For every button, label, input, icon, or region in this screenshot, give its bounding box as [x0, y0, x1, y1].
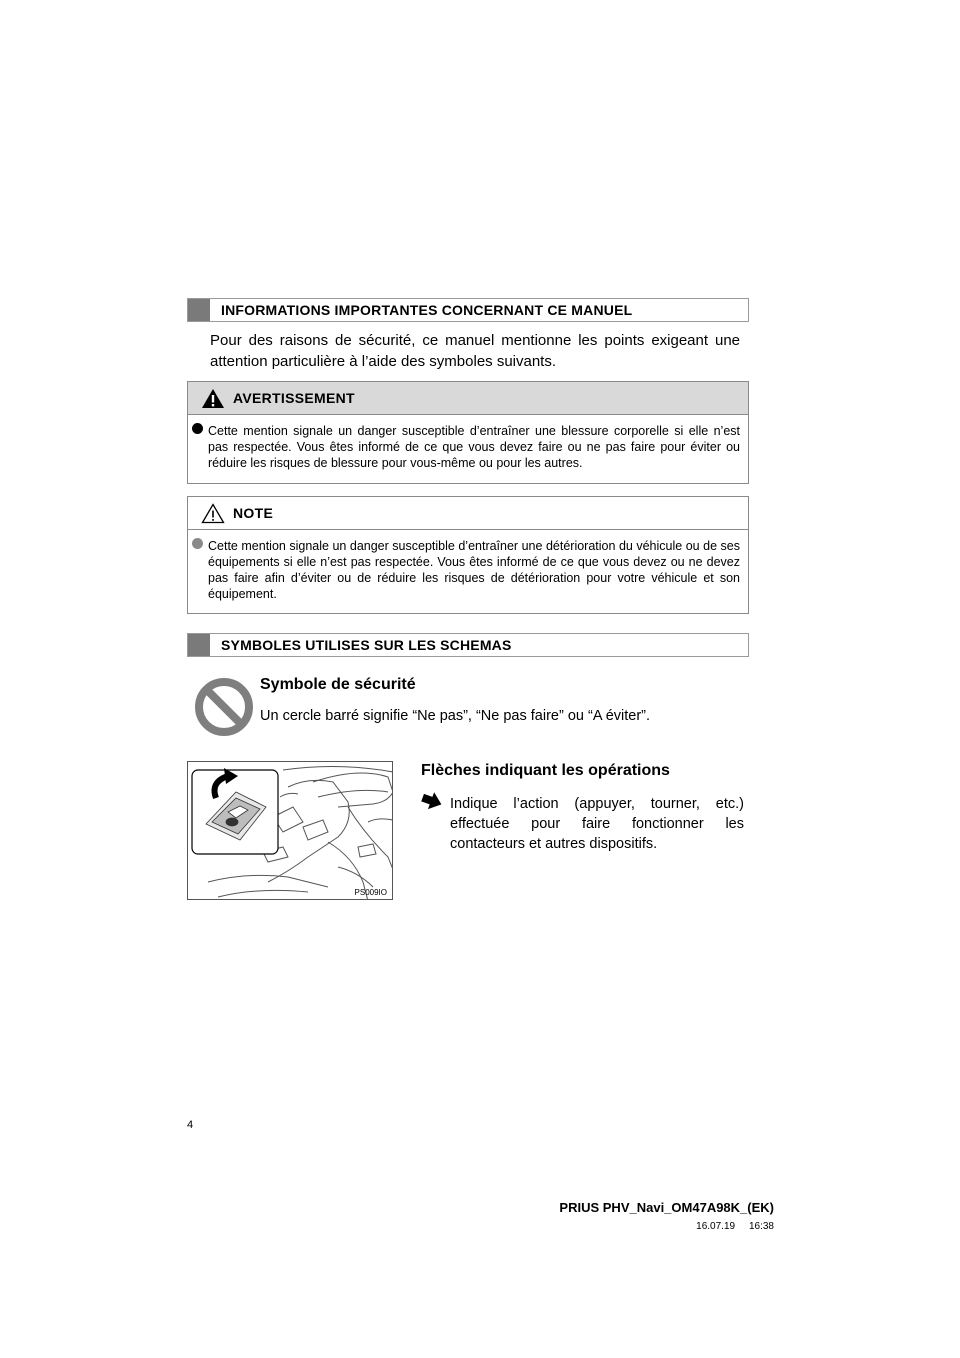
console-illustration	[187, 761, 393, 900]
section-header-important-info	[187, 298, 749, 322]
note-text: Cette mention signale un danger susceptible d’entraîner une détérioration du véhicule ou de ses équipements si elle n’est pas respectée. Vous êtes informé de ce que vous devez ou ne devez pas faire afin d’éviter ou de réduire les risques de détérioration pour votre véhicule et son équipement.	[208, 539, 740, 601]
operation-arrow-icon	[421, 790, 443, 812]
warning-body	[188, 415, 748, 483]
section-marker	[188, 299, 210, 321]
safety-symbol-description: Un cercle barré signifie “Ne pas”, “Ne pas faire” ou “A éviter”.	[260, 708, 651, 724]
section-title: SYMBOLES UTILISES SUR LES SCHEMAS	[221, 637, 512, 653]
bullet-icon	[192, 423, 203, 434]
section-marker	[188, 634, 210, 656]
warning-box	[187, 381, 749, 484]
figure-code: PS009IO	[354, 888, 387, 897]
section-header-symbols	[187, 633, 749, 657]
prohibition-icon	[194, 677, 254, 737]
warning-header	[188, 382, 748, 415]
warning-text: Cette mention signale un danger susceptible d’entraîner une blessure corporelle si elle n’est pas respectée. Vous êtes informé de ce que vous devez faire ou ne pas faire pour éviter ou réduire les risques de blessure pour vous-même ou pour les autres.	[208, 424, 740, 470]
warning-triangle-icon	[201, 388, 225, 409]
note-label: NOTE	[233, 505, 274, 521]
document-id: PRIUS PHV_Navi_OM47A98K_(EK)	[559, 1200, 774, 1215]
document-date: 16.07.19 16:38	[696, 1221, 774, 1232]
safety-symbol-title: Symbole de sécurité	[260, 676, 416, 693]
intro-paragraph: Pour des raisons de sécurité, ce manuel mentionne les points exigeant une attention particulière à l’aide des symboles suivants.	[210, 332, 740, 370]
console-drawing	[188, 762, 393, 900]
bullet-icon	[192, 538, 203, 549]
section-title: INFORMATIONS IMPORTANTES CONCERNANT CE MANUEL	[221, 302, 633, 318]
note-box	[187, 496, 749, 614]
caution-triangle-icon	[201, 503, 225, 524]
operation-arrows-title: Flèches indiquant les opérations	[421, 762, 670, 779]
note-header	[188, 497, 748, 530]
warning-label: AVERTISSEMENT	[233, 390, 355, 406]
operation-arrows-description: Indique l’action (appuyer, tourner, etc.) effectuée pour faire fonctionner les contacteurs et autres dispositifs.	[450, 796, 744, 852]
page-number: 4	[187, 1119, 194, 1131]
note-body	[188, 530, 748, 614]
